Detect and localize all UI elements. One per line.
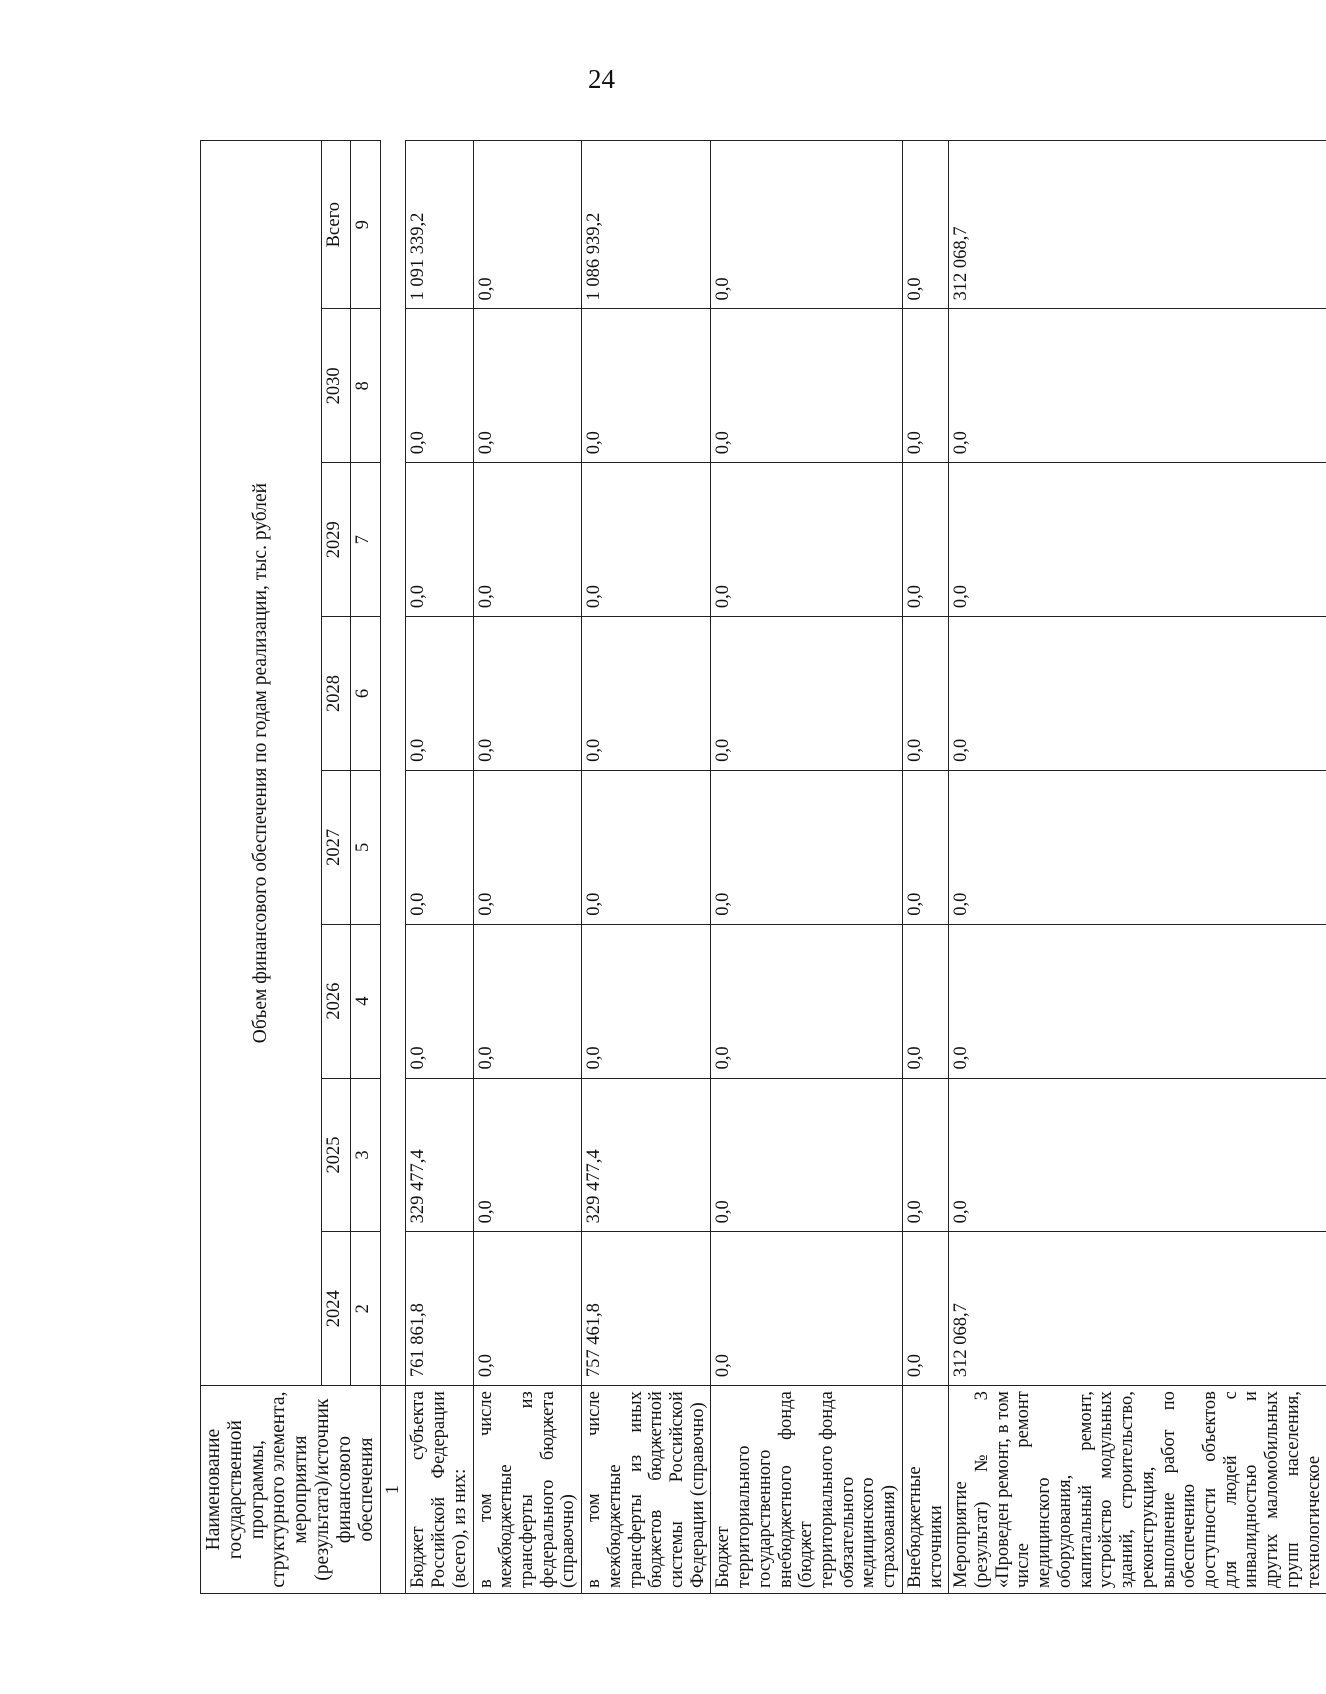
- row-value: 0,0: [582, 309, 711, 463]
- row-value: 0,0: [949, 463, 1326, 617]
- row-value: 0,0: [473, 924, 582, 1078]
- row-value: 0,0: [406, 309, 473, 463]
- row-value: 0,0: [406, 463, 473, 617]
- column-number: 7: [351, 463, 380, 617]
- row-value: 0,0: [473, 463, 582, 617]
- row-value: 0,0: [711, 924, 902, 1078]
- year-header-2024: 2024: [321, 1232, 350, 1386]
- year-header-2025: 2025: [321, 1078, 350, 1232]
- name-column-header: Наименование государственной программы, структурного элемента, мероприятия (результата)/источник финансового обеспечения: [201, 1386, 381, 1594]
- row-value: 0,0: [711, 141, 902, 309]
- year-header-2027: 2027: [321, 770, 350, 924]
- row-value: 0,0: [949, 309, 1326, 463]
- row-value: 757 461,8: [582, 1232, 711, 1386]
- row-value: 1 086 939,2: [582, 141, 711, 309]
- row-value: 0,0: [711, 1078, 902, 1232]
- column-number: 2: [351, 1232, 380, 1386]
- row-value: 0,0: [582, 770, 711, 924]
- column-number: 9: [351, 141, 380, 309]
- row-name: Бюджет территориального государственного внебюджетного фонда (бюджет территориального фонда обязательного медицинского страхования): [711, 1386, 902, 1594]
- column-number: 5: [351, 770, 380, 924]
- row-value: 0,0: [582, 617, 711, 771]
- column-number: 8: [351, 309, 380, 463]
- row-value: 0,0: [902, 924, 948, 1078]
- table-row: [902, 141, 948, 1594]
- year-header-2028: 2028: [321, 617, 350, 771]
- row-value: 0,0: [582, 463, 711, 617]
- table-row: [582, 141, 711, 1594]
- row-value: 0,0: [902, 770, 948, 924]
- column-number: 1: [380, 1386, 406, 1594]
- row-value: 0,0: [902, 1232, 948, 1386]
- row-value: 0,0: [711, 1232, 902, 1386]
- row-value: 0,0: [406, 924, 473, 1078]
- financing-table: [200, 140, 1326, 1594]
- year-header-total: Всего: [321, 141, 350, 309]
- row-value: 312 068,7: [949, 141, 1326, 309]
- row-value: 329 477,4: [582, 1078, 711, 1232]
- row-value: 0,0: [473, 770, 582, 924]
- row-value: 0,0: [902, 1078, 948, 1232]
- landscape-table-wrapper: [200, 140, 1324, 1594]
- row-value: 0,0: [902, 463, 948, 617]
- row-value: 0,0: [949, 617, 1326, 771]
- row-value: 0,0: [711, 617, 902, 771]
- row-value: 0,0: [711, 463, 902, 617]
- table-row: [473, 141, 582, 1594]
- row-value: 0,0: [406, 617, 473, 771]
- row-value: 0,0: [406, 770, 473, 924]
- row-value: 312 068,7: [949, 1232, 1326, 1386]
- year-header-2030: 2030: [321, 309, 350, 463]
- row-name: Бюджет субъекта Российской Федерации (всего), из них:: [406, 1386, 473, 1594]
- column-number: 3: [351, 1078, 380, 1232]
- row-value: 0,0: [902, 309, 948, 463]
- row-value: 0,0: [473, 617, 582, 771]
- page-number: 24: [588, 64, 615, 94]
- row-value: 0,0: [902, 141, 948, 309]
- year-header-2026: 2026: [321, 924, 350, 1078]
- row-name: Мероприятие (результат) № 3 «Проведен ремонт, в том числе ремонт медицинского оборудования, капитальный ремонт, устройство модульных зданий, строительство, реконструкция, выполнение работ по обеспечению доступности объектов для людей с инвалидностью и других маломобильных групп населения, технологическое: [949, 1386, 1326, 1594]
- row-name: Внебюджетные источники: [902, 1386, 948, 1594]
- row-value: 0,0: [949, 770, 1326, 924]
- year-header-2029: 2029: [321, 463, 350, 617]
- column-number: 6: [351, 617, 380, 771]
- table-row: [711, 141, 902, 1594]
- row-value: 0,0: [473, 141, 582, 309]
- row-value: 0,0: [902, 617, 948, 771]
- row-name: в том числе межбюджетные трансферты из федерального бюджета (справочно): [473, 1386, 582, 1594]
- row-value: 0,0: [949, 1078, 1326, 1232]
- table-row: [406, 141, 473, 1594]
- row-value: 0,0: [949, 924, 1326, 1078]
- row-value: 761 861,8: [406, 1232, 473, 1386]
- row-value: 329 477,4: [406, 1078, 473, 1232]
- rotated-table-area: [200, 140, 1324, 1594]
- row-name: в том числе межбюджетные трансферты из иных бюджетов бюджетной системы Российской Федерации (справочно): [582, 1386, 711, 1594]
- row-value: 0,0: [473, 1232, 582, 1386]
- row-value: 0,0: [473, 1078, 582, 1232]
- financing-volume-header: Объем финансового обеспечения по годам реализации, тыс. рублей: [201, 141, 322, 1386]
- row-value: 0,0: [711, 770, 902, 924]
- row-value: 1 091 339,2: [406, 141, 473, 309]
- row-value: 0,0: [711, 309, 902, 463]
- row-value: 0,0: [473, 309, 582, 463]
- row-value: 0,0: [582, 924, 711, 1078]
- column-number: 4: [351, 924, 380, 1078]
- table-row: [949, 141, 1326, 1594]
